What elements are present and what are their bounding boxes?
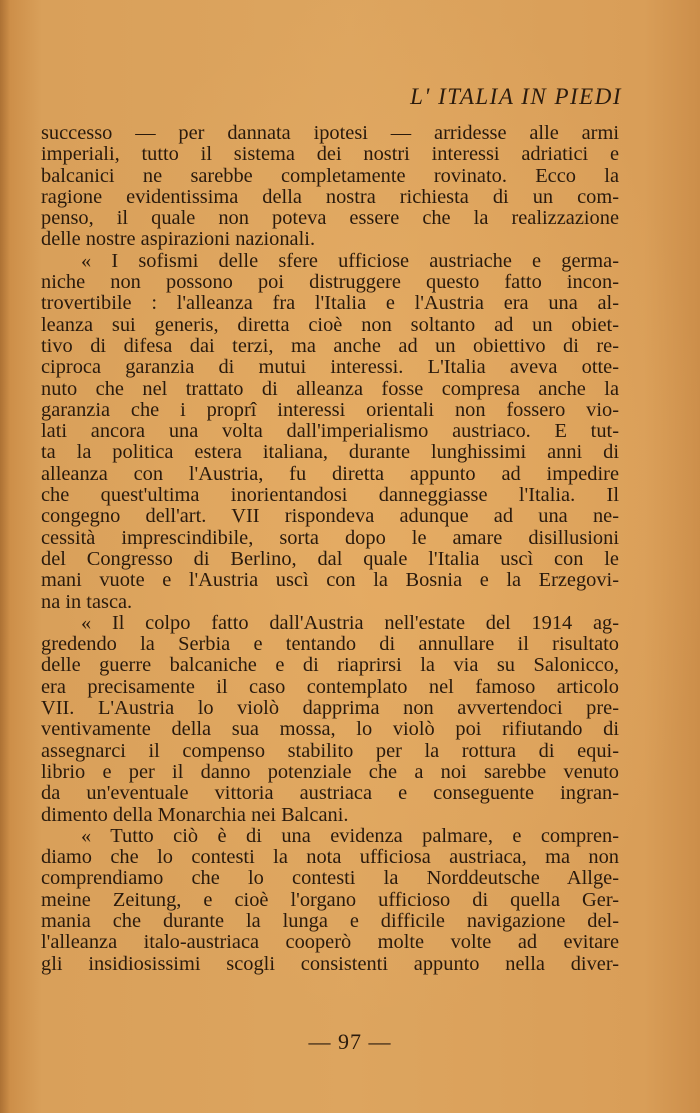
text-line: che quest'ultima inorientandosi danneggiasse l'Italia. Il [41, 485, 619, 507]
text-line: VII. L'Austria lo violò dapprima non avvertendoci pre- [41, 698, 619, 720]
text-line: successo — per dannata ipotesi — arridesse alle armi [41, 123, 619, 144]
running-head: L' ITALIA IN PIEDI [410, 84, 622, 109]
text-line: ta la politica estera italiana, durante lunghissimi anni di [41, 442, 619, 464]
text-line: leanza sui generis, diretta cioè non soltanto ad un obiet- [41, 314, 619, 336]
text-line: dimento della Monarchia nei Balcani. [41, 804, 349, 826]
text-line: imperiali, tutto il sistema dei nostri interessi adriatici e [41, 144, 619, 166]
text-line: penso, il quale non poteva essere che la realizzazione [41, 208, 619, 230]
text-line: ciproca garanzia di mutui interessi. L'Italia aveva otte- [41, 357, 619, 379]
text-line: niche non possono poi distruggere questo fatto incon- [41, 272, 619, 294]
text-line: ventivamente della sua mossa, lo violò poi rifiutando di [41, 719, 619, 741]
text-line: delle guerre balcaniche e di riaprirsi la via su Salonicco, [41, 655, 619, 677]
text-line: « Il colpo fatto dall'Austria nell'estate del 1914 ag- [81, 612, 619, 634]
text-line: « I sofismi delle sfere ufficiose austriache e germa- [81, 250, 619, 272]
text-line: trovertibile : l'alleanza fra l'Italia e l'Austria era una al- [41, 293, 619, 315]
text-line: era precisamente il caso contemplato nel famoso articolo [41, 676, 619, 698]
text-line: assegnarci il compenso stabilito per la rottura di equi- [41, 740, 619, 762]
page-edge-shadow [0, 0, 10, 1113]
text-line: tivo di difesa dai terzi, ma anche ad un obiettivo di re- [41, 335, 619, 357]
text-line: nuto che nel trattato di alleanza fosse compresa anche la [41, 378, 619, 400]
text-line: mania che durante la lunga e difficile navigazione del- [41, 910, 619, 932]
text-line: del Congresso di Berlino, dal quale l'Italia uscì con le [41, 548, 619, 570]
text-line: na in tasca. [41, 591, 133, 613]
text-line: l'alleanza italo-austriaca cooperò molte volte ad evitare [41, 932, 619, 954]
text-line: alleanza con l'Austria, fu diretta appunto ad impedire [41, 463, 619, 485]
body-text [41, 123, 619, 975]
text-line: comprendiamo che lo contesti la Norddeutsche Allge- [41, 868, 619, 890]
text-line: librio e per il danno potenziale che a noi sarebbe venuto [41, 761, 619, 783]
text-line: diamo che lo contesti la nota ufficiosa austriaca, ma non [41, 847, 619, 869]
text-line: congegno dell'art. VII rispondeva adunque ad una ne- [41, 506, 619, 528]
text-line: gredendo la Serbia e tentando di annullare il risultato [41, 634, 619, 656]
text-line: mani vuote e l'Austria uscì con la Bosnia e la Erzegovi- [41, 570, 619, 592]
text-line: cessità imprescindibile, sorta dopo le amare disillusioni [41, 527, 619, 549]
text-line: lati ancora una volta dall'imperialismo austriaco. E tut- [41, 421, 619, 443]
text-line: ragione evidentissima della nostra richiesta di un com- [41, 186, 619, 208]
text-line: da un'eventuale vittoria austriaca e conseguente ingran- [41, 783, 619, 805]
text-line: gli insidiosissimi scogli consistenti appunto nella diver- [41, 953, 619, 975]
text-line: « Tutto ciò è di una evidenza palmare, e compren- [81, 825, 619, 847]
page-number: — 97 — [308, 1029, 392, 1054]
text-line: meine Zeitung, e cioè l'organo ufficioso di quella Ger- [41, 889, 619, 911]
text-line: delle nostre aspirazioni nazionali. [41, 229, 316, 251]
text-line: garanzia che i proprî interessi orientali non fossero vio- [41, 399, 619, 421]
text-line: balcanici ne sarebbe completamente rovinato. Ecco la [41, 165, 619, 187]
